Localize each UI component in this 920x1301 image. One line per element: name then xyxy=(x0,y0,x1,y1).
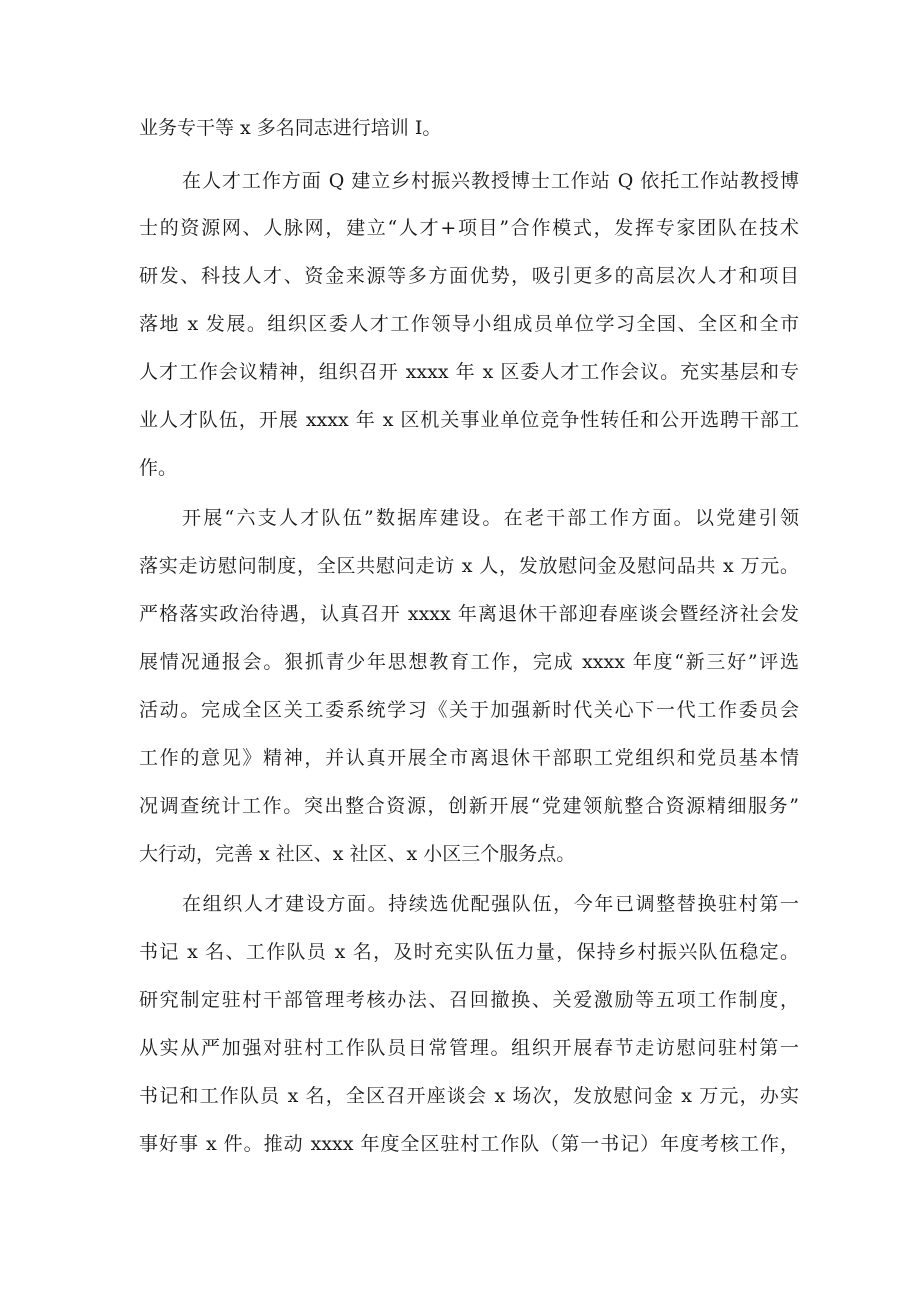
text-line: 严格落实政治待遇，认真召开 xxxx 年离退休干部迎春座谈会暨经济社会发 xyxy=(139,603,799,625)
text-line: 作。 xyxy=(139,457,178,479)
text-line: 大行动，完善 x 社区、x 社区、x 小区三个服务点。 xyxy=(139,843,576,865)
text-line: 落实走访慰问制度，全区共慰问走访 x 人，发放慰问金及慰问品共 x 万元。 xyxy=(139,555,799,577)
text-line: 活动。完成全区关工委系统学习《关于加强新时代关心下一代工作委员会 xyxy=(139,699,799,721)
text-line: 业务专干等 x 多名同志进行培训 I。 xyxy=(139,117,442,139)
text-line: 展情况通报会。狠抓青少年思想教育工作，完成 xxxx 年度“新三好”评选 xyxy=(139,651,799,673)
text-line: 士的资源网、人脉网，建立“人才+项目”合作模式，发挥专家团队在技术 xyxy=(139,217,799,239)
text-line: 人才工作会议精神，组织召开 xxxx 年 x 区委人才工作会议。充实基层和专 xyxy=(139,361,799,383)
text-line: 业人才队伍，开展 xxxx 年 x 区机关事业单位竞争性转任和公开选聘干部工 xyxy=(139,409,799,431)
text-line: 书记和工作队员 x 名，全区召开座谈会 x 场次，发放慰问金 x 万元，办实 xyxy=(139,1085,799,1107)
text-line: 在组织人才建设方面。持续选优配强队伍，今年已调整替换驻村第一 xyxy=(182,893,799,915)
text-line: 在人才工作方面 Q 建立乡村振兴教授博士工作站 Q 依托工作站教授博 xyxy=(182,170,799,192)
text-line: 事好事 x 件。推动 xxxx 年度全区驻村工作队（第一书记）年度考核工作， xyxy=(139,1133,799,1155)
text-line: 工作的意见》精神，并认真开展全市离退休干部职工党组织和党员基本情 xyxy=(139,747,799,769)
text-line: 开展“六支人才队伍”数据库建设。在老干部工作方面。以党建引领 xyxy=(182,507,799,529)
text-line: 况调查统计工作。突出整合资源，创新开展“党建领航整合资源精细服务” xyxy=(139,795,799,817)
text-line: 研究制定驻村干部管理考核办法、召回撤换、关爱激励等五项工作制度， xyxy=(139,989,799,1011)
text-line: 研发、科技人才、资金来源等多方面优势，吸引更多的高层次人才和项目 xyxy=(139,265,799,287)
text-line: 落地 x 发展。组织区委人才工作领导小组成员单位学习全国、全区和全市 xyxy=(139,313,799,335)
text-line: 书记 x 名、工作队员 x 名，及时充实队伍力量，保持乡村振兴队伍稳定。 xyxy=(139,941,799,963)
text-line: 从实从严加强对驻村工作队员日常管理。组织开展春节走访慰问驻村第一 xyxy=(139,1037,799,1059)
